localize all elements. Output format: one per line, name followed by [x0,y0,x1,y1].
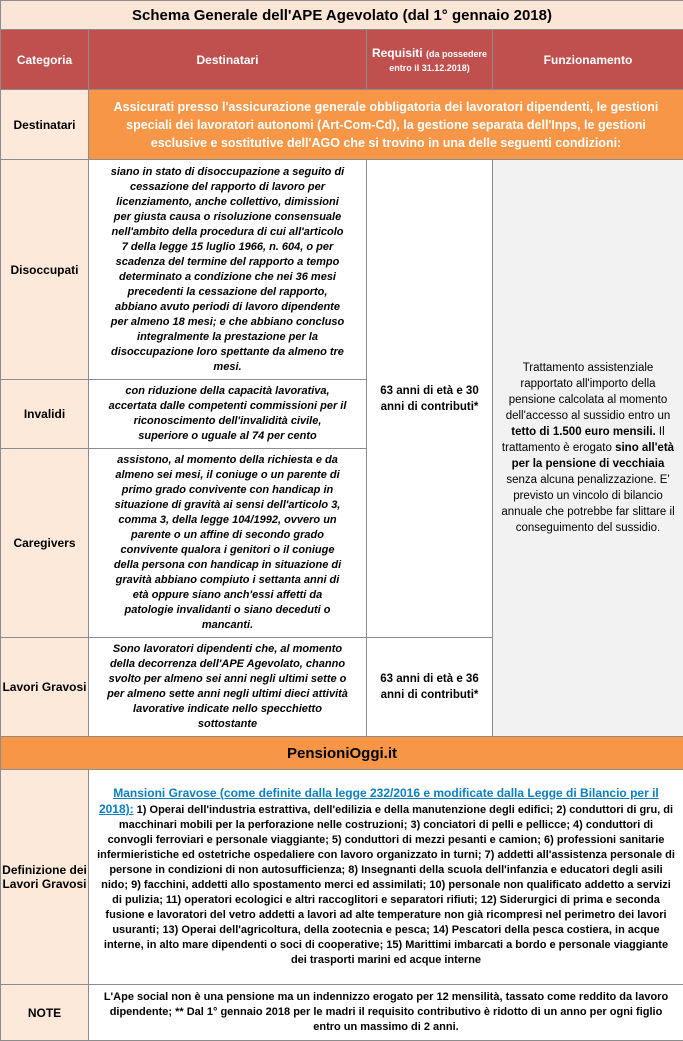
row-label-lavori-gravosi: Lavori Gravosi [1,638,89,737]
definizione-lavori-gravosi [89,770,683,985]
description-invalidi: con riduzione della capacità lavorativa, accertata dalle competenti commissioni per il riconoscimento dell'invalidità civile, superiore o uguale al 74 per cento [89,380,367,449]
note-text: L'Ape social non è una pensione ma un indennizzo erogato per 12 mensilità, tassato come reddito da lavoro dipendente; ** Dal 1° gennaio 2018 per le madri il requisito contributivo è ridotto di un anno per ogni figlio entro un massimo di 2 anni. [89,985,683,1041]
funzionamento-description [493,160,683,737]
row-label-caregivers: Caregivers [1,449,89,638]
row-label-note: NOTE [1,985,89,1041]
header-requisiti-note: (da possedere entro il 31.12.2018) [389,49,487,73]
row-label-invalidi: Invalidi [1,380,89,449]
description-disoccupati: siano in stato di disoccupazione a seguito di cessazione del rapporto di lavoro per licenziamento, anche collettivo, dimissioni per giusta causa o risoluzione consensuale nell'ambito della procedura di cui all'articolo 7 della legge 15 luglio 1966, n. 604, o per scadenza del termine del rapporto a tempo determinato a condizione che nei 36 mesi precedenti la cessazione del rapporto, abbiano avuto periodi di lavoro dipendente per almeno 18 mesi; e che abbiano concluso integralmente la prestazione per la disoccupazione loro spettante da almeno tre mesi. [89,160,367,380]
destinatari-description: Assicurati presso l'assicurazione generale obbligatoria dei lavoratori dipendenti, le gestioni speciali dei lavoratori autonomi (Art-Com-Cd), la gestione separata dell'Inps, le gestioni esclusive e sostitutive dell'AGO che si trovino in una delle seguenti condizioni: [89,90,683,160]
mansioni-gravose-link[interactable]: Mansioni Gravose (come definite dalla legge 232/2016 e modificate dalla Legge di Bilancio per il 2018): [99,786,659,816]
func-text-3: senza alcuna penalizzazione. E' previsto un vincolo di bilancio annuale che potrebbe far slittare il conseguimento del sussidio. [501,474,674,534]
func-text-2: Il trattamento è erogato [502,426,665,454]
header-requisiti [367,30,493,90]
header-requisiti-label: Requisiti [372,46,423,60]
row-label-destinatari: Destinatari [1,90,89,160]
func-text-1: Trattamento assistenziale rapportato all'importo della pensione calcolata al momento dell'accesso al sussidio entro un [506,362,671,422]
func-tetto: tetto di 1.500 euro mensili. [511,426,655,438]
requisiti-36-anni: 63 anni di età e 36 anni di contributi* [367,638,493,737]
description-lavori-gravosi: Sono lavoratori dipendenti che, al momento della decorrenza dell'APE Agevolato, channo svolto per almeno sei anni negli ultimi sette o per almeno sette anni negli ultimi dieci attività lavorative indicate nello specchietto sottostante [89,638,367,737]
brand-banner: PensioniOggi.it [1,737,683,770]
table-title: Schema Generale dell'APE Agevolato (dal 1° gennaio 2018) [1,1,683,30]
func-vecchiaia: sino all'età per la pensione di vecchiaia [512,442,674,470]
requisiti-30-anni: 63 anni di età e 30 anni di contributi* [367,160,493,638]
row-label-disoccupati: Disoccupati [1,160,89,380]
description-caregivers: assistono, al momento della richiesta e da almeno sei mesi, il coniuge o un parente di primo grado convivente con handicap in situazione di gravità ai sensi dell'articolo 3, comma 3, della legge 104/1992, ovvero un parente o un affine di secondo grado convivente qualora i genitori o il coniuge della persona con handicap in situazione di gravità abbiano compiuto i settanta anni di età oppure siano anch'essi affetti da patologie invalidanti o siano deceduti o mancanti. [89,449,367,638]
header-funzionamento: Funzionamento [493,30,683,90]
mansioni-list: 1) Operai dell'industria estrattiva, dell'edilizia e della manutenzione degli edifici; 2) conduttori di gru, di macchinari mobili per la perforazione nelle costruzioni; 3) conciatori di pelli e pellicce; 4) conduttori di convogli ferroviari e personale viaggiante; 5) conduttori di mezzi pesanti e camion; 6) professioni sanitarie infermieristiche ed ostetriche ospedaliere con lavoro organizzato in turni; 7) addetti all'assistenza personale di persone in condizioni di non autosufficienza; 8) Insegnanti della scuola dell'infanzia e educatori degli asili nido; 9) facchini, addetti allo spostamento merci ed assimilati; 10) personale non qualificato addetto a servizi di pulizia; 11) operatori ecologici e altri raccoglitori e separatori rifiuti; 12) Siderurgici di prima e seconda fusione e lavoratori del vetro addetti a lavori ad alte temperature non già ricompresi nel perimetro dei lavori usuranti; 13) Operai dell'agricoltura, della zootecnia e pesca; 14) Pescatori della pesca costiera, in acque interne, in alto mare dipendenti o soci di cooperative; 15) Marittimi imbarcati a bordo e personale viaggiante dei trasporti marini ed acque interne [97,804,675,966]
header-destinatari: Destinatari [89,30,367,90]
header-categoria: Categoria [1,30,89,90]
row-label-definizione: Definizione dei Lavori Gravosi [1,770,89,985]
